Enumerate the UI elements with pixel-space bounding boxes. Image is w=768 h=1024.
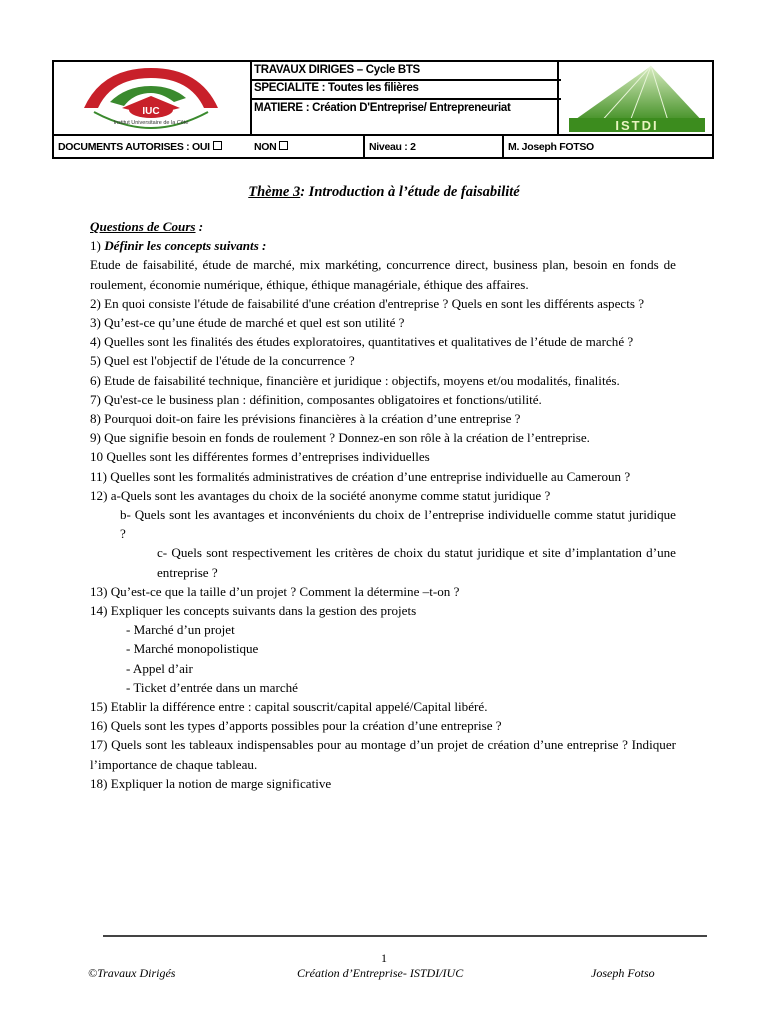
docs-allowed: DOCUMENTS AUTORISES : OUI — [54, 136, 250, 159]
svg-text:Institut Universitaire de la C: Institut Universitaire de la Côte — [113, 120, 189, 126]
td-title: TRAVAUX DIRIGES – Cycle BTS — [250, 63, 561, 81]
question-line: 11) Quelles sont les formalités administratives de création d’une entreprise individuelle au Cameroun ? — [90, 468, 631, 484]
question-line: 2) En quoi consiste l'étude de faisabilité d'une création d'entreprise ? Quels en sont les différents aspects ? — [90, 295, 645, 311]
question-line: 6) Etude de faisabilité technique, financière et juridique : objectifs, moyens et/ou modalités, finalités. — [90, 372, 620, 388]
istdi-logo-image — [559, 62, 712, 134]
no-checkbox-icon[interactable] — [279, 141, 288, 150]
svg-text:ISTDI: ISTDI — [615, 118, 659, 133]
question-12c: c- Quels sont respectivement les critères de choix du statut juridique et site d’implantation d’une entreprise ? — [157, 545, 676, 580]
list-item: - Marché monopolistique — [126, 641, 259, 657]
question-line: 4) Quelles sont les finalités des études exploratoires, quantitatives et qualitatives de l’étude de marché ? — [90, 334, 634, 350]
page-number: 1 — [381, 951, 387, 965]
iuc-logo-image — [54, 62, 248, 134]
list-item: - Appel d’air — [126, 660, 193, 676]
question-line: 16) Quels sont les types d’apports possibles pour la création d’une entreprise ? — [90, 718, 502, 734]
questions-body — [90, 217, 676, 793]
question-line: 5) Quel est l'objectif de l'étude de la concurrence ? — [90, 353, 355, 369]
list-item: - Marché d’un projet — [126, 622, 235, 638]
level: Niveau : 2 — [363, 136, 502, 159]
list-item: - Ticket d’entrée dans un marché — [126, 679, 298, 695]
question-line: 3) Qu’est-ce qu’une étude de marché et quel est son utilité ? — [90, 315, 405, 331]
question-line: 8) Pourquoi doit-on faire les prévisions financières à la création d’une entreprise ? — [90, 411, 521, 427]
footer-left: ©Travaux Dirigés — [88, 966, 176, 980]
question-12b: b- Quels sont les avantages et inconvénients du choix de l’entreprise individuelle comme statut juridique ? — [120, 507, 676, 542]
question-line: 7) Qu'est-ce le business plan : définition, composantes obligatoires et fonctions/utilité. — [90, 391, 542, 407]
yes-checkbox-icon[interactable] — [213, 141, 222, 150]
iuc-logo — [54, 62, 252, 134]
questions-heading: Questions de Cours : — [90, 219, 204, 234]
header-bottom-row — [54, 134, 712, 159]
question-14: 14) Expliquer les concepts suivants dans la gestion des projets — [90, 603, 417, 619]
question-line: 12) a-Quels sont les avantages du choix de la société anonyme comme statut juridique ? — [90, 487, 551, 503]
question-line: 17) Quels sont les tableaux indispensables pour au montage d’un projet de création d’une entreprise ? Indiquer l’importance de chaque tableau. — [90, 737, 676, 772]
question-line: 18) Expliquer la notion de marge significative — [90, 775, 332, 791]
footer-center: Création d’Entreprise- ISTDI/IUC — [297, 966, 464, 980]
q1-heading: 1) Définir les concepts suivants : — [90, 238, 267, 254]
svg-text:IUC: IUC — [142, 106, 160, 117]
footer-right: Joseph Fotso — [591, 966, 655, 980]
footer-divider — [103, 935, 707, 937]
header-table — [52, 60, 714, 159]
teacher: M. Joseph FOTSO — [502, 136, 712, 159]
subject: MATIERE : Création D'Entreprise/ Entrepreneuriat — [254, 102, 511, 114]
speciality: SPECIALITE : Toutes les filières — [250, 80, 561, 100]
question-line: 9) Que signifie besoin en fonds de roulement ? Donnez-en son rôle à la création de l’entreprise. — [90, 430, 590, 446]
istdi-logo — [557, 62, 714, 134]
question-line: Etude de faisabilité, étude de marché, mix markéting, concurrence direct, business plan, besoin en fonds de roulement, économie numérique, éthique, éthique managériale, éthique des affaires. — [90, 257, 676, 292]
docs-not-allowed: NON — [250, 136, 363, 159]
question-13: 13) Qu’est-ce que la taille d’un projet ? Comment la détermine –t-on ? — [90, 583, 460, 599]
page-title: Thème 3: Introduction à l’étude de faisabilité — [248, 184, 520, 200]
question-line: 15) Etablir la différence entre : capital souscrit/capital appelé/Capital libéré. — [90, 699, 488, 715]
question-line: 10 Quelles sont les différentes formes d’entreprises individuelles — [90, 449, 430, 465]
